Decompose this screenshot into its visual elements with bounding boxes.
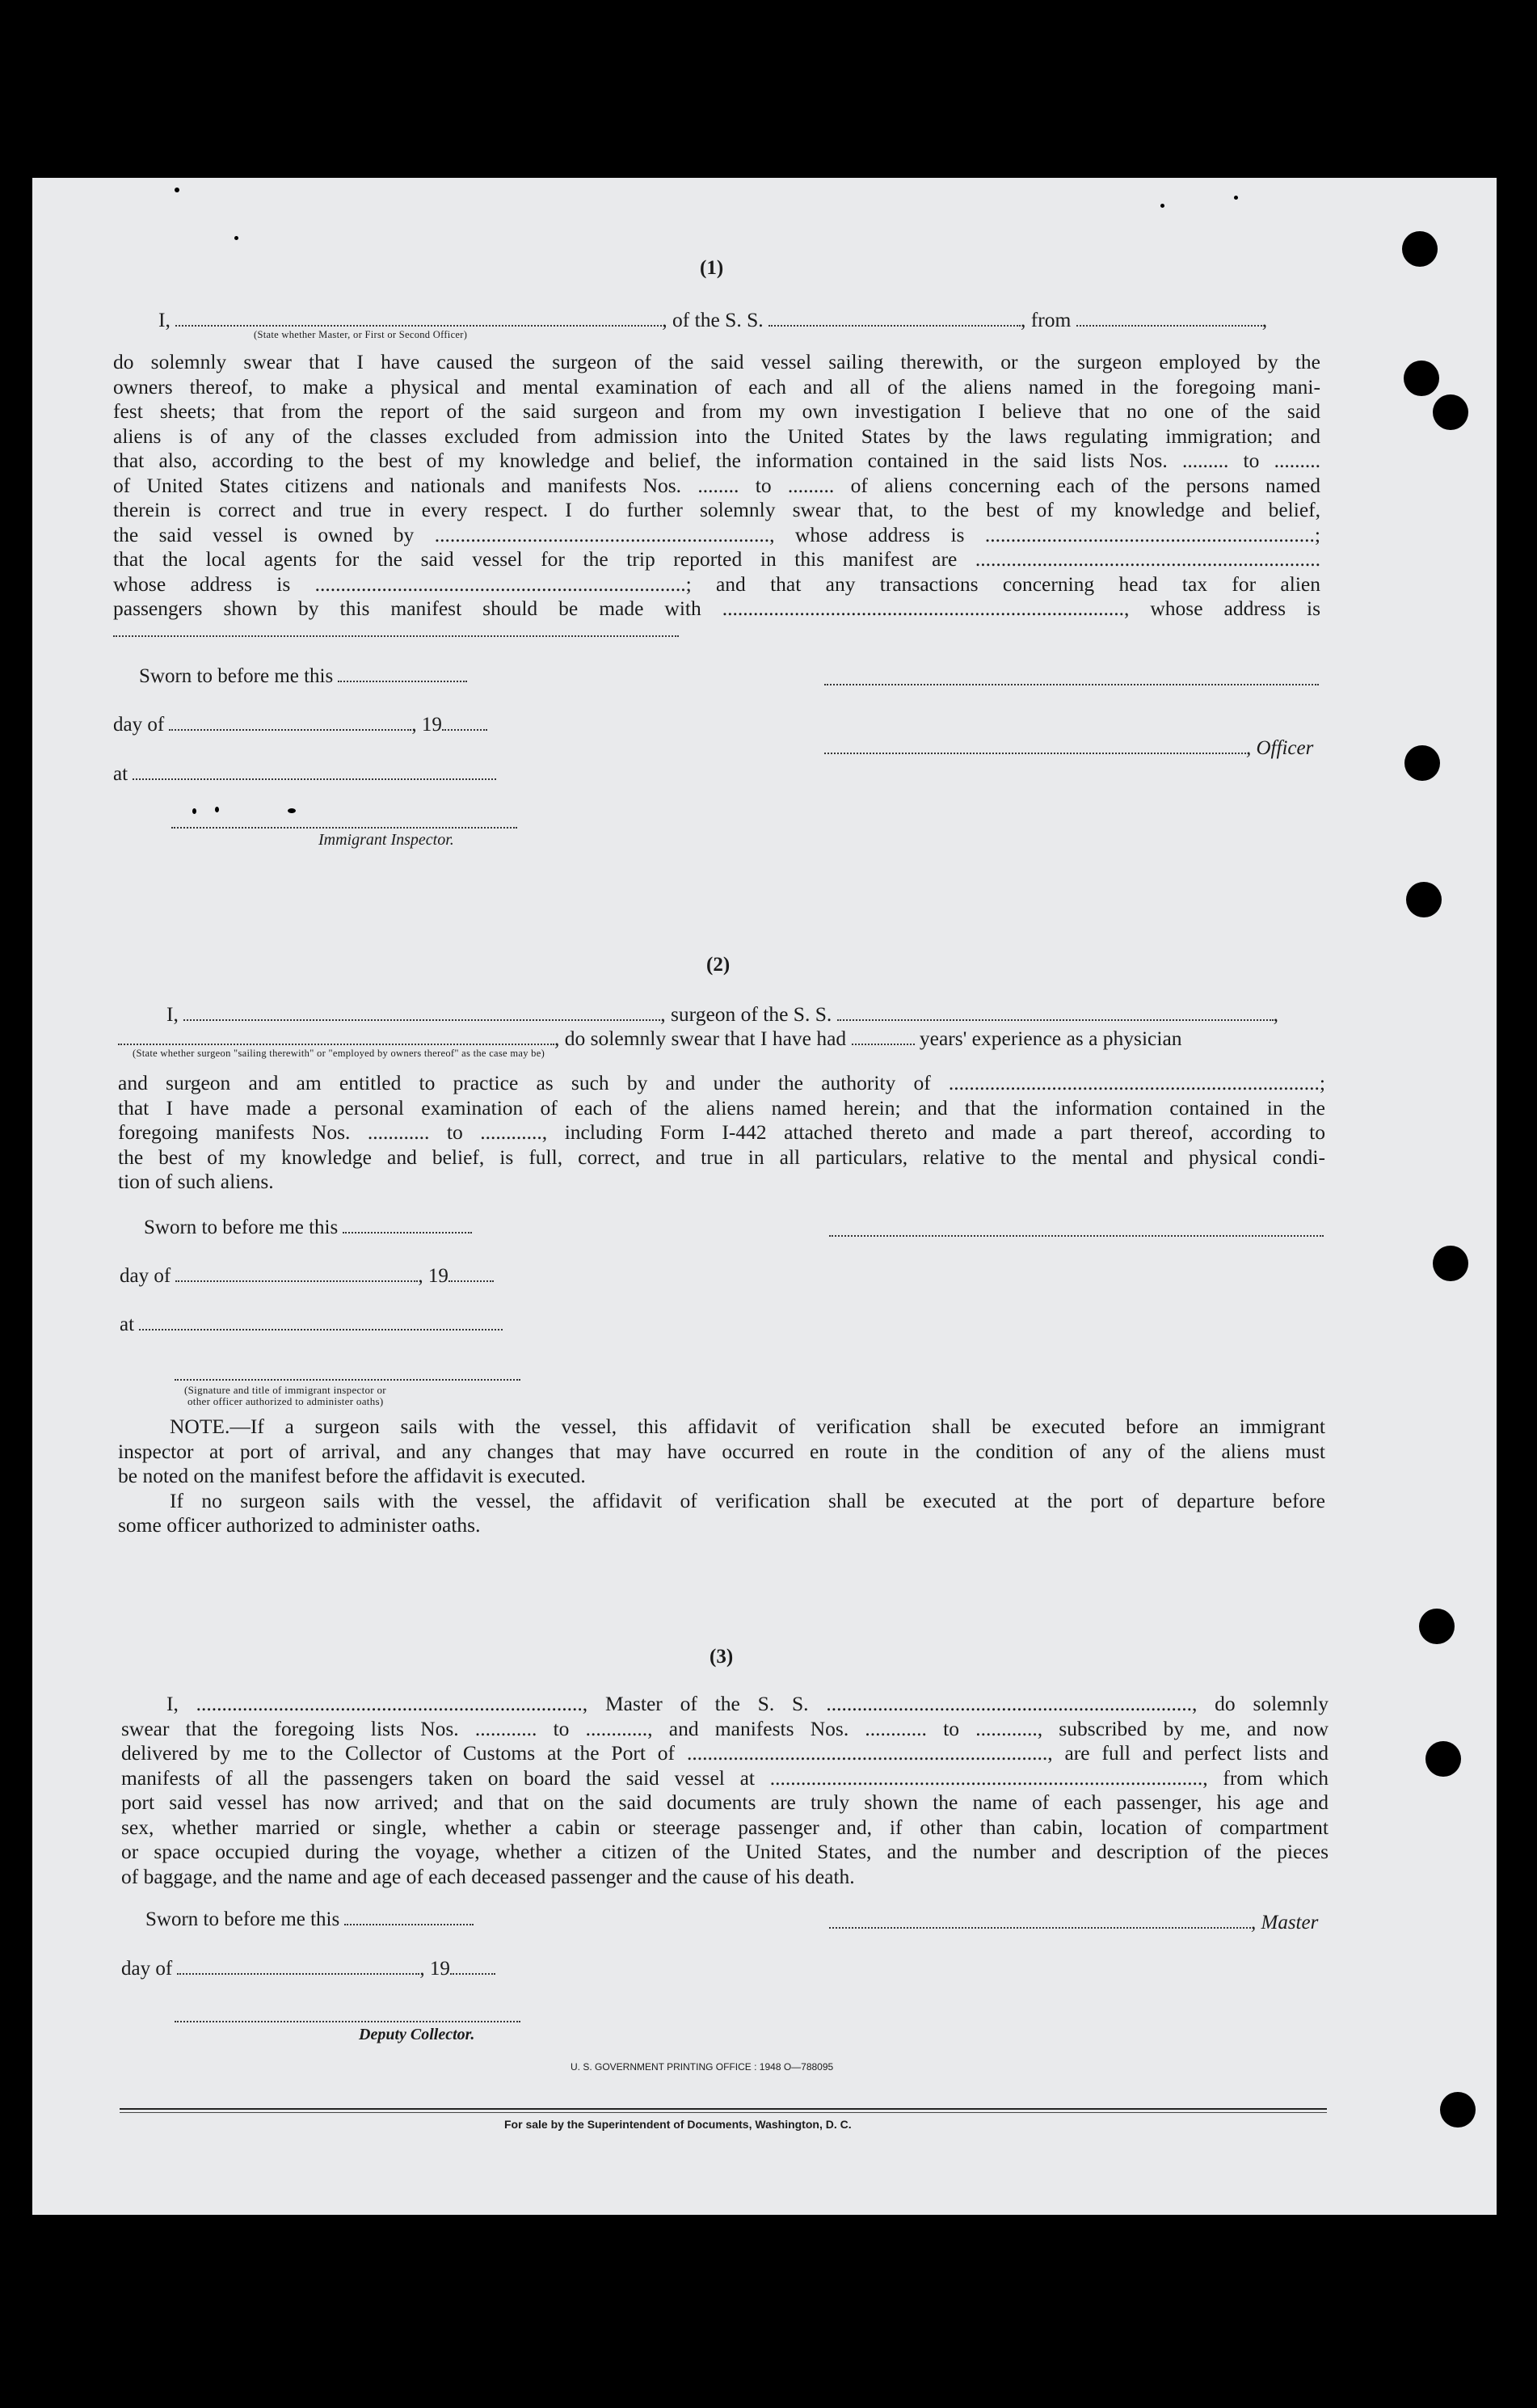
sale-notice: For sale by the Superintendent of Documents, Washington, D. C. <box>504 2118 852 2131</box>
section-1-sworn <box>139 665 467 688</box>
text-line: that the local agents for the said vessel for the trip reported in this manifest are ................................................................... <box>113 547 1320 571</box>
text-line: the best of my knowledge and belief, is full, correct, and true in all particulars, relative to the mental and physical condi- <box>118 1145 1325 1169</box>
day-of-label: day of <box>120 1265 171 1287</box>
scan-speck <box>175 188 179 192</box>
section-1-at <box>113 763 496 786</box>
printing-office-line: U. S. GOVERNMENT PRINTING OFFICE : 1948 O—788095 <box>571 2061 834 2073</box>
text-line: If no surgeon sails with the vessel, the affidavit of verification shall be executed at the port of departure before <box>170 1488 1325 1512</box>
scan-speck <box>1234 196 1238 200</box>
section-2-affidavit-text <box>118 1071 1325 1195</box>
deputy-signature-line <box>175 2021 520 2022</box>
punch-hole <box>1419 1609 1455 1644</box>
text-line: manifests of all the passengers taken on board the said vessel at ...................................................................................., from which <box>121 1765 1329 1790</box>
punch-hole <box>1425 1741 1461 1777</box>
signature-note-1: (Signature and title of immigrant inspector or <box>184 1384 386 1396</box>
vessel-name-field[interactable] <box>768 310 1021 327</box>
master-signature-field[interactable] <box>829 1912 1251 1929</box>
year-label: , 19 <box>419 1958 450 1980</box>
text-line: foregoing manifests Nos. ............ to ............, including Form I-442 attached thereto and made a part thereof, according to <box>118 1120 1325 1144</box>
sworn-label: Sworn to before me this <box>144 1217 339 1238</box>
footer-rule-top <box>120 2108 1327 2110</box>
text-line: delivered by me to the Collector of Customs at the Port of ......................................................................, are full and perfect lists and <box>121 1741 1329 1765</box>
officer-rank-note: (State whether Master, or First or Second Officer) <box>254 329 468 340</box>
label-from: , from <box>1021 308 1072 331</box>
section-2-at <box>120 1314 503 1336</box>
sworn-label: Sworn to before me this <box>145 1908 340 1930</box>
master-label: , Master <box>1251 1912 1319 1934</box>
signature-note-2: other officer authorized to administer oaths) <box>187 1395 384 1407</box>
text-line: that also, according to the best of my knowledge and belief, the information contained in the said lists Nos. ......... to ......... <box>113 449 1320 472</box>
punch-hole <box>1433 394 1468 430</box>
text-line: swear that the foregoing lists Nos. ............ to ............, and manifests Nos. ............ to ............, subscribed by me, and now <box>121 1716 1329 1740</box>
officer-signature-field[interactable] <box>824 738 1246 754</box>
inspector-signature-line <box>175 1379 520 1381</box>
surgeon-name-field[interactable] <box>183 1005 660 1021</box>
sworn-date-field[interactable] <box>343 1217 472 1234</box>
at-field[interactable] <box>133 764 496 780</box>
address-continuation-field[interactable] <box>113 621 679 637</box>
immigrant-inspector-label: Immigrant Inspector. <box>318 831 454 849</box>
year-field[interactable] <box>450 1959 495 1975</box>
departure-port-field[interactable] <box>1076 310 1262 327</box>
punch-hole <box>1433 1246 1468 1281</box>
footer-rule-bottom <box>120 2112 1327 2113</box>
year-field[interactable] <box>448 1266 494 1282</box>
text-line: do solemnly swear that I have caused the surgeon of the said vessel sailing therewith, or the surgeon employed by the <box>113 350 1320 373</box>
label-years: years' experience as a physician <box>919 1027 1182 1050</box>
years-field[interactable] <box>852 1029 915 1045</box>
text-line: tion of such aliens. <box>118 1170 274 1193</box>
label-i: I, <box>158 308 171 331</box>
comma: , <box>1261 308 1268 331</box>
section-1-affidavit-text <box>113 350 1320 622</box>
section-3-affidavit-text <box>121 1692 1329 1889</box>
vessel-name-field[interactable] <box>837 1005 1274 1021</box>
text-line: some officer authorized to administer oaths. <box>118 1513 481 1537</box>
label-surgeon-of: , surgeon of the S. S. <box>660 1002 832 1026</box>
day-field[interactable] <box>169 715 411 731</box>
text-line: passengers shown by this manifest should be made with .............................................................................., whose address is <box>113 597 1320 620</box>
text-line: whose address is ........................................................................; and that any transactions concerning head tax for alien <box>113 571 1320 596</box>
year-label: , 19 <box>411 714 442 736</box>
scan-speck <box>1160 204 1164 208</box>
inspector-signature-line <box>171 827 517 829</box>
officer-label: , Officer <box>1246 737 1314 759</box>
sworn-date-field[interactable] <box>338 666 467 682</box>
sworn-label: Sworn to before me this <box>139 665 334 687</box>
label-i: I, <box>166 1002 179 1026</box>
year-label: , 19 <box>418 1265 448 1287</box>
section-2-note <box>118 1415 1325 1538</box>
section-3-day <box>121 1958 495 1980</box>
punch-hole <box>1404 745 1440 781</box>
punch-hole <box>1440 2092 1476 2128</box>
officer-signature-line <box>824 737 1313 760</box>
text-line: inspector at port of arrival, and any changes that may have occurred en route in the condition of any of the aliens must <box>118 1439 1325 1463</box>
text-line: owners thereof, to make a physical and mental examination of each and all of the aliens named in the foregoing mani- <box>113 374 1320 399</box>
punch-hole <box>1402 231 1438 267</box>
section-3-number: (3) <box>710 1646 734 1668</box>
surgeon-signature-field[interactable] <box>829 1221 1324 1237</box>
text-line: that I have made a personal examination of each of the aliens named herein; and that the information contained in the <box>118 1095 1325 1120</box>
text-line: fest sheets; that from the report of the said surgeon and from my own investigation I believe that no one of the said <box>113 399 1320 423</box>
text-line: aliens is of any of the classes excluded from admission into the United States by the laws regulating immigration; and <box>113 424 1320 448</box>
text-line: be noted on the manifest before the affidavit is executed. <box>118 1464 586 1487</box>
punch-hole <box>1425 2247 1460 2283</box>
text-line: of baggage, and the name and age of each deceased passenger and the cause of his death. <box>121 1864 855 1888</box>
punch-hole <box>1404 361 1439 396</box>
text-line: or space occupied during the voyage, whether a citizen of the United States, and the number and description of the pieces <box>121 1840 1329 1863</box>
section-2-number: (2) <box>706 954 731 976</box>
section-1-day <box>113 714 487 736</box>
master-name-field[interactable] <box>175 310 662 327</box>
master-signature-line <box>829 1912 1318 1934</box>
day-of-label: day of <box>113 714 165 736</box>
punch-hole <box>1406 882 1442 917</box>
day-of-label: day of <box>121 1958 173 1980</box>
text-line: the said vessel is owned by ................................................................., whose address is ................................................................; <box>113 522 1320 546</box>
section-3-sworn <box>145 1908 474 1931</box>
sworn-date-field[interactable] <box>344 1909 474 1925</box>
at-field[interactable] <box>139 1314 503 1331</box>
section-1-number: (1) <box>700 257 724 279</box>
section-2-day <box>120 1265 494 1288</box>
section-2-line-1 <box>166 1002 1278 1027</box>
at-label: at <box>113 763 128 785</box>
section-2-sworn <box>144 1217 472 1239</box>
text-line: I, ..........................................................................., Master of the S. S. ......................................................................., do solemnly <box>166 1692 1329 1715</box>
day-field[interactable] <box>175 1266 418 1282</box>
text-line: NOTE.—If a surgeon sails with the vessel, this affidavit of verification shall be executed before an immigrant <box>170 1415 1325 1438</box>
scan-speck <box>234 236 238 240</box>
year-field[interactable] <box>442 715 487 731</box>
surgeon-status-note: (State whether surgeon "sailing therewith" or "employed by owners thereof" as the case may be) <box>133 1048 545 1059</box>
at-label: at <box>120 1314 135 1335</box>
text-line: therein is correct and true in every respect. I do further solemnly swear that, to the best of my knowledge and belief, <box>113 498 1320 521</box>
ink-mark <box>192 808 196 814</box>
day-field[interactable] <box>177 1959 419 1975</box>
ink-mark <box>215 807 219 812</box>
surgeon-status-field[interactable] <box>118 1029 554 1045</box>
text-line: of United States citizens and nationals and manifests Nos. ........ to ......... of aliens concerning each of the persons named <box>113 473 1320 497</box>
text-line: sex, whether married or single, whether a cabin or steerage passenger and, if other than cabin, location of compartment <box>121 1815 1329 1839</box>
deputy-collector-label: Deputy Collector. <box>359 2026 475 2043</box>
text-line: port said vessel has now arrived; and that on the said documents are truly shown the name of each passenger, his age and <box>121 1790 1329 1814</box>
label-of-ss: , of the S. S. <box>662 308 764 331</box>
comma: , <box>1273 1002 1279 1026</box>
label-swear: , do solemnly swear that I have had <box>554 1027 847 1050</box>
signature-field-officer-top[interactable] <box>824 669 1319 685</box>
ink-mark <box>288 808 296 813</box>
text-line: and surgeon and am entitled to practice as such by and under the authority of ........................................................................; <box>118 1071 1325 1094</box>
